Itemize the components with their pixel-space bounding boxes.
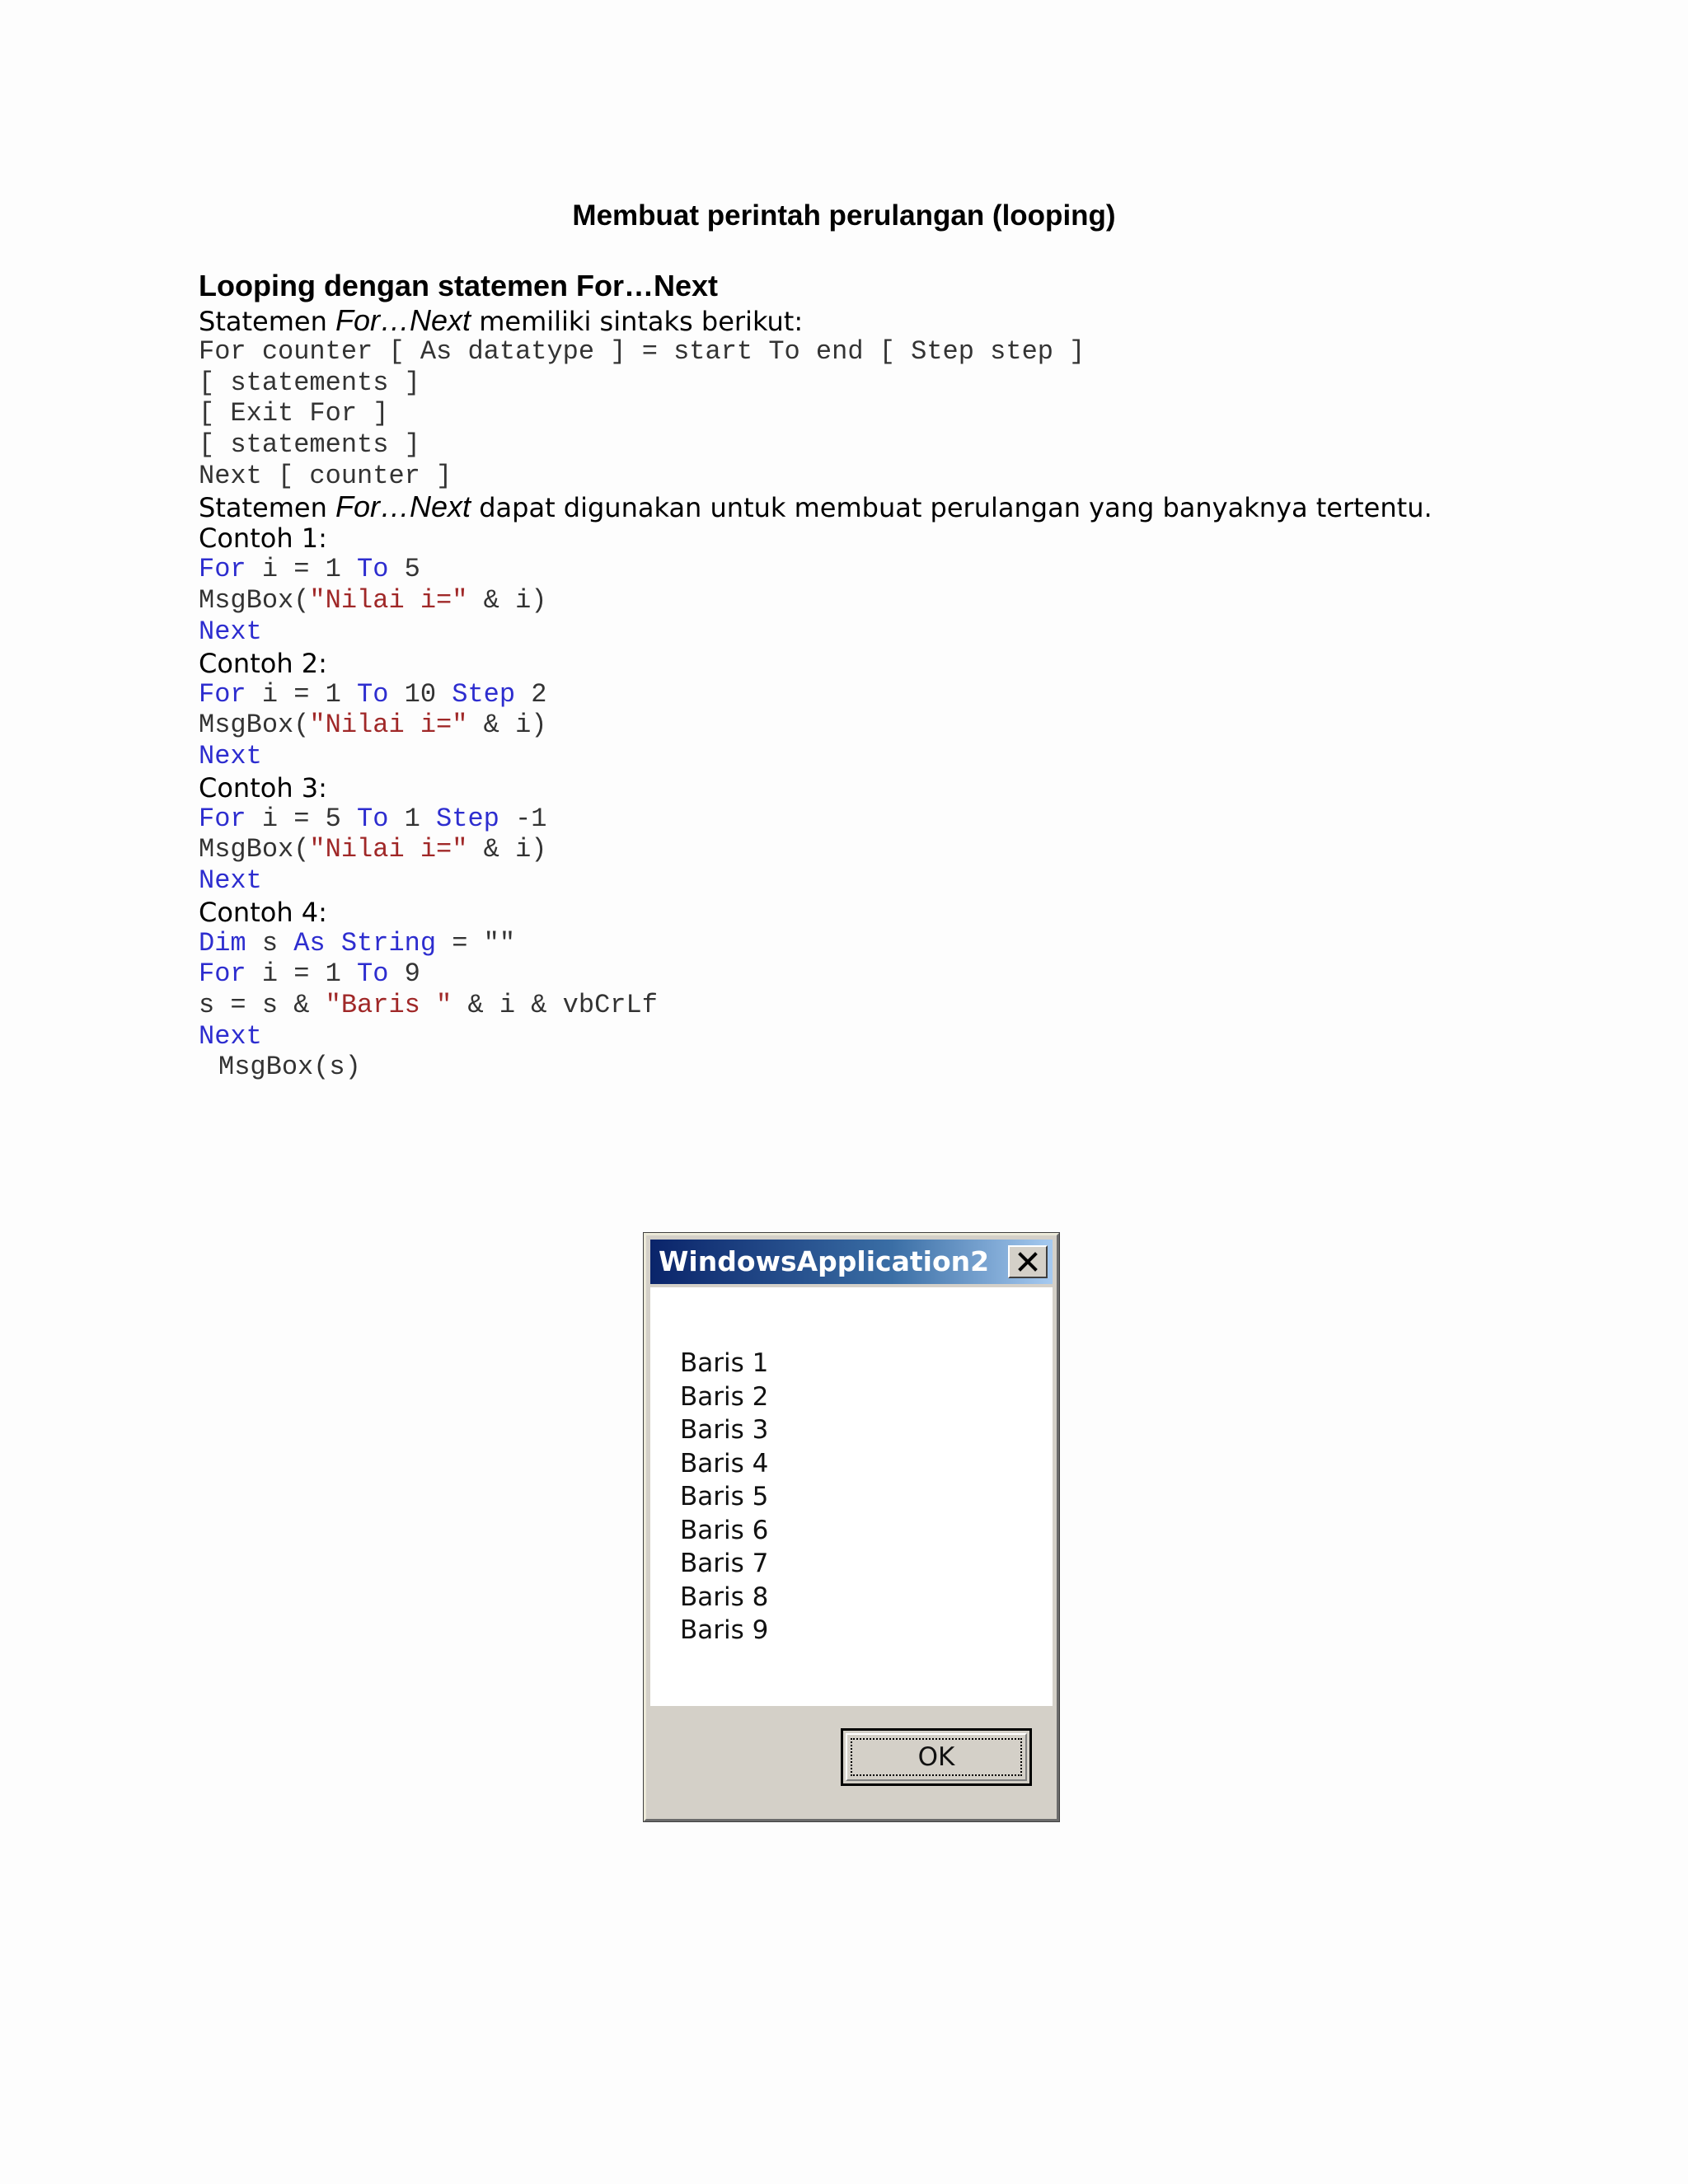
intro-suffix: memiliki sintaks berikut: (471, 306, 804, 337)
intro-prefix: Statemen (199, 306, 336, 337)
string-literal: "Nilai i=" (309, 710, 468, 741)
syntax-line: For counter [ As datatype ] = start To end [ Step step ] (199, 336, 1085, 367)
message-box-dialog (644, 1233, 1059, 1821)
code-token: i = 5 (246, 803, 358, 834)
dialog-message-area (650, 1287, 1053, 1706)
description-paragraph (199, 491, 1600, 523)
message-line: Baris 5 (680, 1482, 769, 1511)
keyword: String (340, 927, 437, 958)
keyword: Dim (199, 927, 246, 958)
keyword: For (199, 678, 246, 710)
code-line: MsgBox(s) (218, 1052, 361, 1083)
code-token: MsgBox( (199, 585, 310, 616)
code-token: i = 1 (246, 554, 358, 585)
dialog-title: WindowsApplication2 (659, 1245, 990, 1277)
code-token: = "" (436, 927, 516, 958)
keyword: Next (199, 865, 262, 896)
string-literal: "Nilai i=" (309, 585, 468, 616)
close-button[interactable] (1008, 1245, 1048, 1278)
code-token: s = s & (199, 990, 326, 1020)
code-line (199, 958, 1600, 990)
keyword: To (357, 678, 389, 710)
keyword: Step (436, 803, 499, 834)
code-token: 9 (388, 958, 420, 990)
keyword: For (199, 958, 246, 990)
example-label: Contoh 4: (199, 896, 327, 928)
message-text (680, 1347, 768, 1647)
keyword: Next (199, 1020, 262, 1052)
code-token: 10 (388, 678, 452, 710)
code-token: & i) (467, 710, 547, 741)
code-line (199, 834, 1600, 865)
syntax-line: Next [ counter ] (199, 460, 452, 491)
message-line: Baris 7 (680, 1549, 769, 1578)
intro-paragraph (199, 305, 1600, 336)
intro-italic: For…Next (335, 303, 471, 337)
description-italic: For…Next (335, 490, 471, 524)
ok-button-label: OK (851, 1738, 1022, 1776)
message-line: Baris 4 (680, 1448, 769, 1479)
code-token: s (246, 927, 294, 958)
dialog-titlebar[interactable] (650, 1240, 1053, 1284)
ok-button-face (846, 1733, 1027, 1781)
code-token: & i) (467, 834, 547, 865)
code-line (199, 741, 1600, 772)
keyword: To (357, 803, 389, 834)
keyword: Next (199, 616, 262, 647)
page-title: Membuat perintah perulangan (looping) (572, 199, 1116, 232)
keyword: Step (452, 678, 516, 710)
message-line: Baris 9 (680, 1615, 769, 1645)
code-token: 2 (515, 678, 547, 710)
message-line: Baris 1 (680, 1348, 769, 1378)
code-line (199, 710, 1600, 741)
code-line (199, 585, 1600, 616)
code-token: & i & vbCrLf (452, 990, 658, 1020)
string-literal: "Baris " (325, 990, 452, 1020)
keyword: For (199, 554, 246, 585)
ok-button[interactable] (841, 1728, 1032, 1786)
keyword: As (293, 927, 326, 958)
keyword: For (199, 803, 246, 834)
code-token: MsgBox( (199, 834, 310, 865)
code-line (199, 990, 1600, 1021)
description-suffix: dapat digunakan untuk membuat perulangan yang banyaknya tertentu. (471, 492, 1432, 524)
code-line (199, 928, 1600, 959)
section-heading: Looping dengan statemen For…Next (199, 269, 719, 302)
string-literal: "Nilai i=" (309, 834, 468, 865)
code-line (199, 804, 1600, 835)
code-token: i = 1 (246, 678, 358, 710)
keyword: To (357, 958, 389, 990)
example-label: Contoh 1: (199, 523, 327, 555)
syntax-line: [ statements ] (199, 429, 420, 461)
message-line: Baris 8 (680, 1582, 769, 1612)
message-line: Baris 6 (680, 1515, 769, 1545)
code-token: -1 (499, 803, 547, 834)
document-content (199, 305, 1600, 1083)
code-token: MsgBox( (199, 710, 310, 741)
keyword: Next (199, 740, 262, 771)
description-prefix: Statemen (199, 492, 336, 524)
code-line (199, 1021, 1600, 1052)
code-line (199, 679, 1600, 710)
code-token: 1 (388, 803, 437, 834)
code-line (199, 865, 1600, 897)
code-token: & i) (467, 585, 547, 616)
example-label: Contoh 3: (199, 771, 327, 804)
syntax-line: [ statements ] (199, 367, 420, 398)
syntax-line: [ Exit For ] (199, 398, 389, 429)
code-line (199, 616, 1600, 648)
code-token: 5 (388, 554, 420, 585)
message-line: Baris 3 (680, 1415, 769, 1445)
keyword: To (357, 554, 389, 585)
code-line (199, 554, 1600, 585)
code-token: i = 1 (246, 958, 358, 990)
example-label: Contoh 2: (199, 647, 327, 679)
close-x-icon (1017, 1252, 1039, 1272)
message-line: Baris 2 (680, 1381, 769, 1412)
